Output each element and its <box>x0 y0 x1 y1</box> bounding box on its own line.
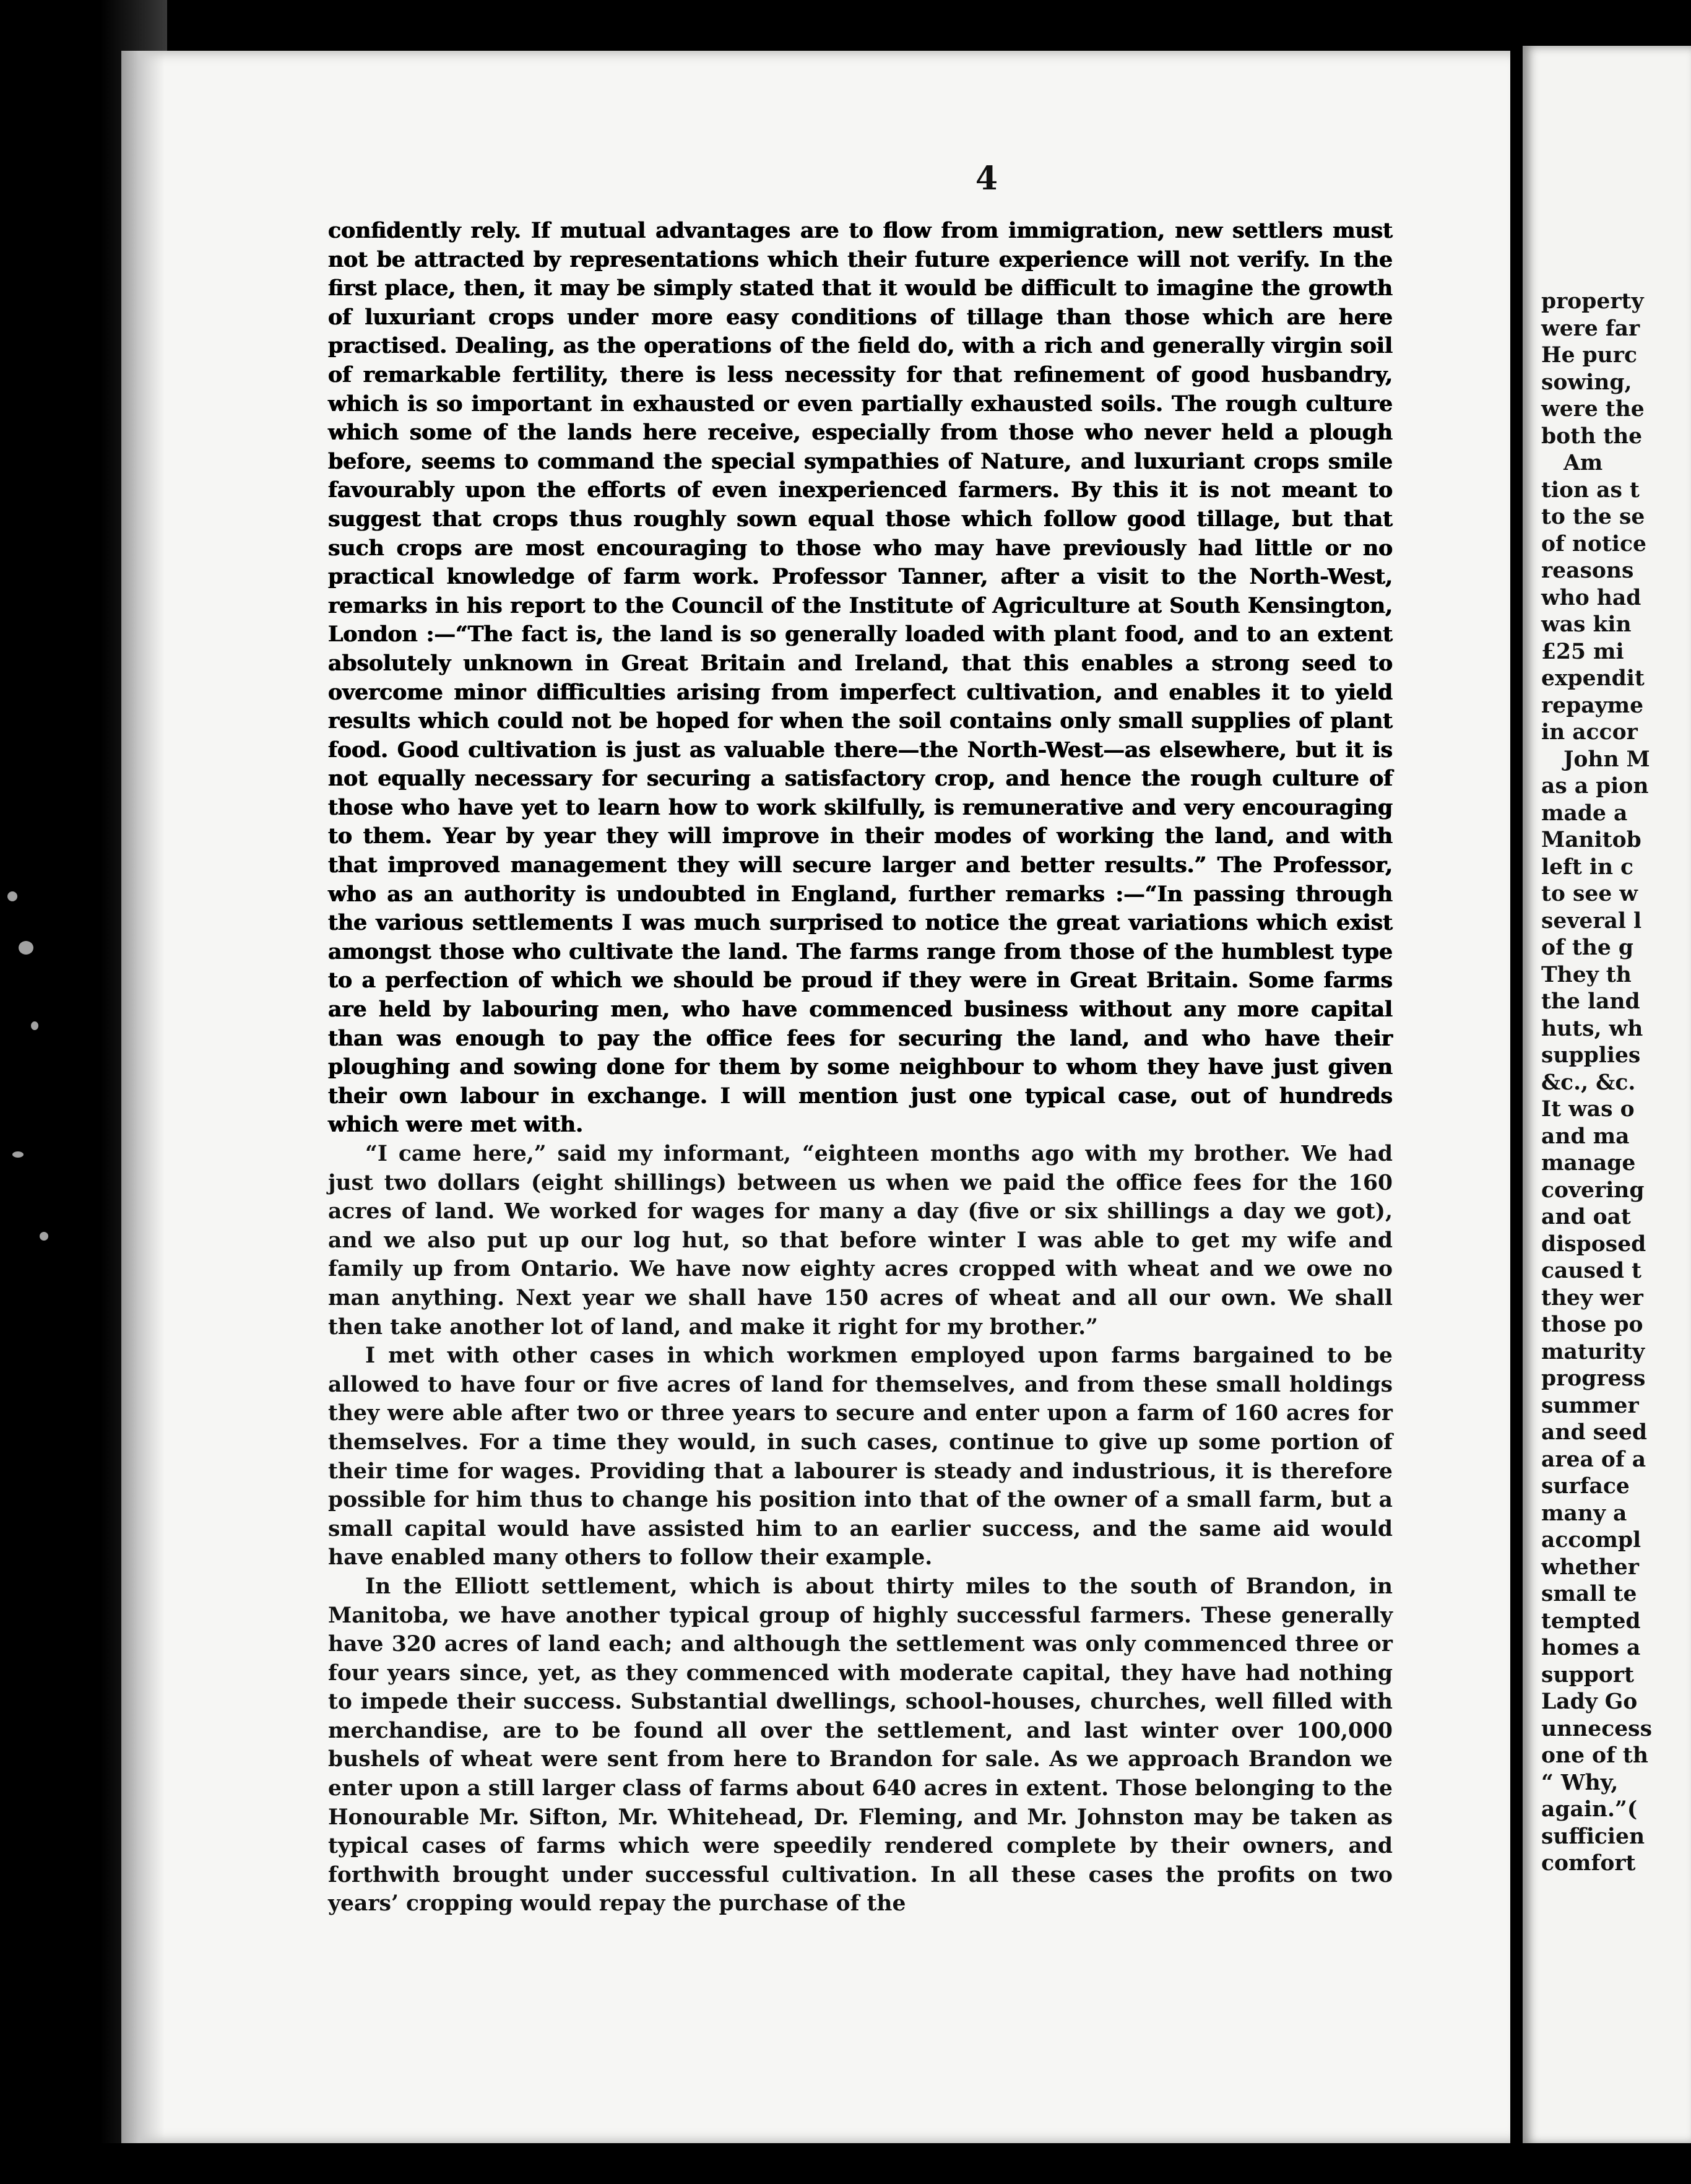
facing-page-line: small te <box>1541 1582 1637 1606</box>
facing-page-line: were the <box>1541 397 1645 422</box>
facing-page-line: “ Why, <box>1541 1770 1619 1795</box>
facing-page-line: many a <box>1541 1501 1627 1526</box>
facing-page-line: homes a <box>1541 1636 1641 1660</box>
facing-page-line: made a <box>1541 800 1628 826</box>
book-gutter <box>1510 51 1523 2143</box>
facing-page-line: sowing, <box>1541 370 1632 395</box>
facing-page-line: He purc <box>1541 343 1637 368</box>
facing-page-line: comfort <box>1541 1851 1636 1876</box>
facing-page-line: John M <box>1541 747 1650 772</box>
page-body <box>328 217 1393 1918</box>
facing-page-line: and oat <box>1541 1205 1631 1229</box>
facing-page-line: were far <box>1541 316 1640 341</box>
facing-page-line: They th <box>1541 962 1632 987</box>
facing-page-line: in accor <box>1541 720 1638 745</box>
scan-speckle <box>7 891 17 901</box>
facing-page-line: whether <box>1541 1554 1639 1580</box>
facing-page-line: of notice <box>1541 531 1646 557</box>
facing-page-text <box>1541 288 1691 1878</box>
facing-page-line: disposed <box>1541 1231 1646 1257</box>
facing-page-line: support <box>1541 1662 1634 1688</box>
facing-page-line: the land <box>1541 989 1640 1014</box>
scan-speckle <box>12 1151 24 1158</box>
facing-page-line: both the <box>1541 423 1643 449</box>
facing-page-line: expendit <box>1541 666 1645 691</box>
scan-speckle <box>31 1021 38 1030</box>
facing-page <box>1523 46 1691 2144</box>
facing-page-line: several l <box>1541 908 1642 934</box>
facing-page-line: covering <box>1541 1177 1645 1203</box>
facing-page-line: left in c <box>1541 854 1634 880</box>
facing-page-line: Am <box>1541 451 1603 475</box>
facing-page-line: tempted <box>1541 1608 1641 1634</box>
paragraph-3: I met with other cases in which workmen employed upon farms bargained to be allowed to have four or five acres of land for themselves, and from these small holdings they were able after two or three years to secure and enter upon a farm of 160 acres for themselves. For a time they would, in such cases, continue to give up some portion of their time for wages. Providing that a labourer is steady and industrious, it is therefore possible for him thus to change his position into that of the owner of a small farm, but a small capital would have assisted him to an earlier success, and the same aid would have enabled many others to follow their example. <box>328 1343 1393 1571</box>
facing-page-line: £25 mi <box>1541 639 1624 664</box>
facing-page-line: they wer <box>1541 1285 1643 1311</box>
facing-page-line: to the se <box>1541 505 1645 529</box>
facing-page-line: those po <box>1541 1312 1643 1337</box>
facing-page-line: surface <box>1541 1474 1630 1499</box>
facing-page-line: of the g <box>1541 935 1633 960</box>
facing-page-line: manage <box>1541 1151 1636 1176</box>
facing-page-line: accompl <box>1541 1528 1641 1553</box>
facing-page-line: was kin <box>1541 612 1632 637</box>
facing-page-line: and seed <box>1541 1420 1648 1445</box>
facing-page-line: repayme <box>1541 693 1644 718</box>
paragraph-2: “I came here,” said my informant, “eighteen months ago with my brother. We had just two dollars (eight shillings) between us when we paid the office fees for the 160 acres of land. We worked for wages for many a day (five or six shillings a day we got), and we also put up our log hut, so that before winter I was able to get my wife and family up from Ontario. We have now eighty acres cropped with wheat and we owe no man anything. Next year we shall have 150 acres of wheat and all our own. We shall then take another lot of land, and make it right for my brother.” <box>328 1142 1393 1340</box>
scan-speckle <box>40 1232 48 1241</box>
page-number: 4 <box>975 160 998 197</box>
facing-page-line: unnecess <box>1541 1716 1653 1741</box>
facing-page-line: It was o <box>1541 1097 1635 1122</box>
scan-border-bottom <box>0 2143 1691 2184</box>
facing-page-line: huts, wh <box>1541 1016 1643 1041</box>
facing-page-line: and ma <box>1541 1124 1630 1149</box>
paragraph-1: confidently rely. If mutual advantages are to flow from immigration, new settlers must not be attracted by representations which their future experience will not verify. In the first place, then, it may be simply stated that it would be difficult to imagine the growth of luxuriant crops under more easy conditions of tillage than those which are here practised. Dealing, as the operations of the field do, with a rich and generally virgin soil of remarkable fertility, there is less necessity for that refinement of good husbandry, which is so important in exhausted or even partially exhausted soils. The rough culture which some of the lands here receive, especially from those who never held a plough before, seems to command the special sympathies of Nature, and luxuriant crops smile favourably upon the efforts of even inexperienced farmers. By this it is not meant to suggest that crops thus roughly sown equal those which follow good tillage, but that such crops are most encouraging to those who may have previously had little or no practical knowledge of farm work. Professor Tanner, after a visit to the North-West, remarks in his report to the Council of the Institute of Agriculture at South Kensington, London :—“The fact is, the land is so generally loaded with plant food, and to an extent absolutely unknown in Great Britain and Ireland, that this enables a strong seed to overcome minor difficulties arising from imperfect cultivation, and enables it to yield results which could not be hoped for when the soil contains only small supplies of plant food. Good cultivation is just as valuable there—the North-West—as elsewhere, but it is not equally necessary for securing a satisfactory crop, and hence the rough culture of those who have yet to learn how to work skilfully, is remunerative and very encouraging to them. Year by year they will improve in their modes of working the land, and with that improved management they will secure larger and better results.” The Professor, who as an authority is undoubted in England, further remarks :—“In passing through the various settlements I was much surprised to notice the great variations which exist amongst those who cultivate the land. The farms range from those of the humblest type to a perfection of which we should be proud if they were in Great Britain. Some farms are held by labouring men, who have commenced business without any more capital than was enough to pay the office fees for securing the land, and who have their ploughing and sowing done for them by some neighbour to whom they have just given their own labour in exchange. I will mention just one typical case, out of hundreds which were met with. <box>328 219 1393 1138</box>
facing-page-line: to see w <box>1541 882 1638 906</box>
facing-page-line: area of a <box>1541 1447 1646 1472</box>
facing-page-line: one of th <box>1541 1743 1648 1768</box>
facing-page-line: Lady Go <box>1541 1689 1638 1714</box>
facing-page-line: progress <box>1541 1366 1646 1391</box>
facing-page-line: &c., &c. <box>1541 1070 1636 1095</box>
facing-page-line: maturity <box>1541 1339 1645 1364</box>
facing-page-line: again.”( <box>1541 1797 1638 1822</box>
scan-speckle <box>19 941 33 955</box>
facing-page-line: tion as t <box>1541 477 1640 503</box>
paragraph-4: In the Elliott settlement, which is about thirty miles to the south of Brandon, in Manitoba, we have another typical group of highly successful farmers. These generally have 320 acres of land each; and although the settlement was only commenced three or four years since, yet, as they commenced with moderate capital, they have had nothing to impede their success. Substantial dwellings, school-houses, churches, well filled with merchandise, are to be found all over the settlement, and last winter over 100,000 bushels of wheat were sent from here to Brandon for sale. As we approach Brandon we enter upon a still larger class of farms about 640 acres in extent. Those belonging to the Honourable Mr. Sifton, Mr. Whitehead, Dr. Fleming, and Mr. Johnston may be taken as typical cases of farms which were speedily rendered complete by their owners, and forthwith brought under successful cultivation. In all these cases the profits on two years’ cropping would repay the purchase of the <box>328 1574 1393 1917</box>
facing-page-line: Manitob <box>1541 828 1641 852</box>
facing-page-line: reasons <box>1541 558 1634 583</box>
facing-page-line: as a pion <box>1541 774 1649 799</box>
facing-page-line: caused t <box>1541 1259 1641 1283</box>
facing-page-line: who had <box>1541 585 1641 610</box>
facing-page-line: sufficien <box>1541 1824 1645 1849</box>
facing-page-line: property <box>1541 289 1644 314</box>
facing-page-line: summer <box>1541 1393 1639 1418</box>
facing-page-line: supplies <box>1541 1043 1641 1068</box>
